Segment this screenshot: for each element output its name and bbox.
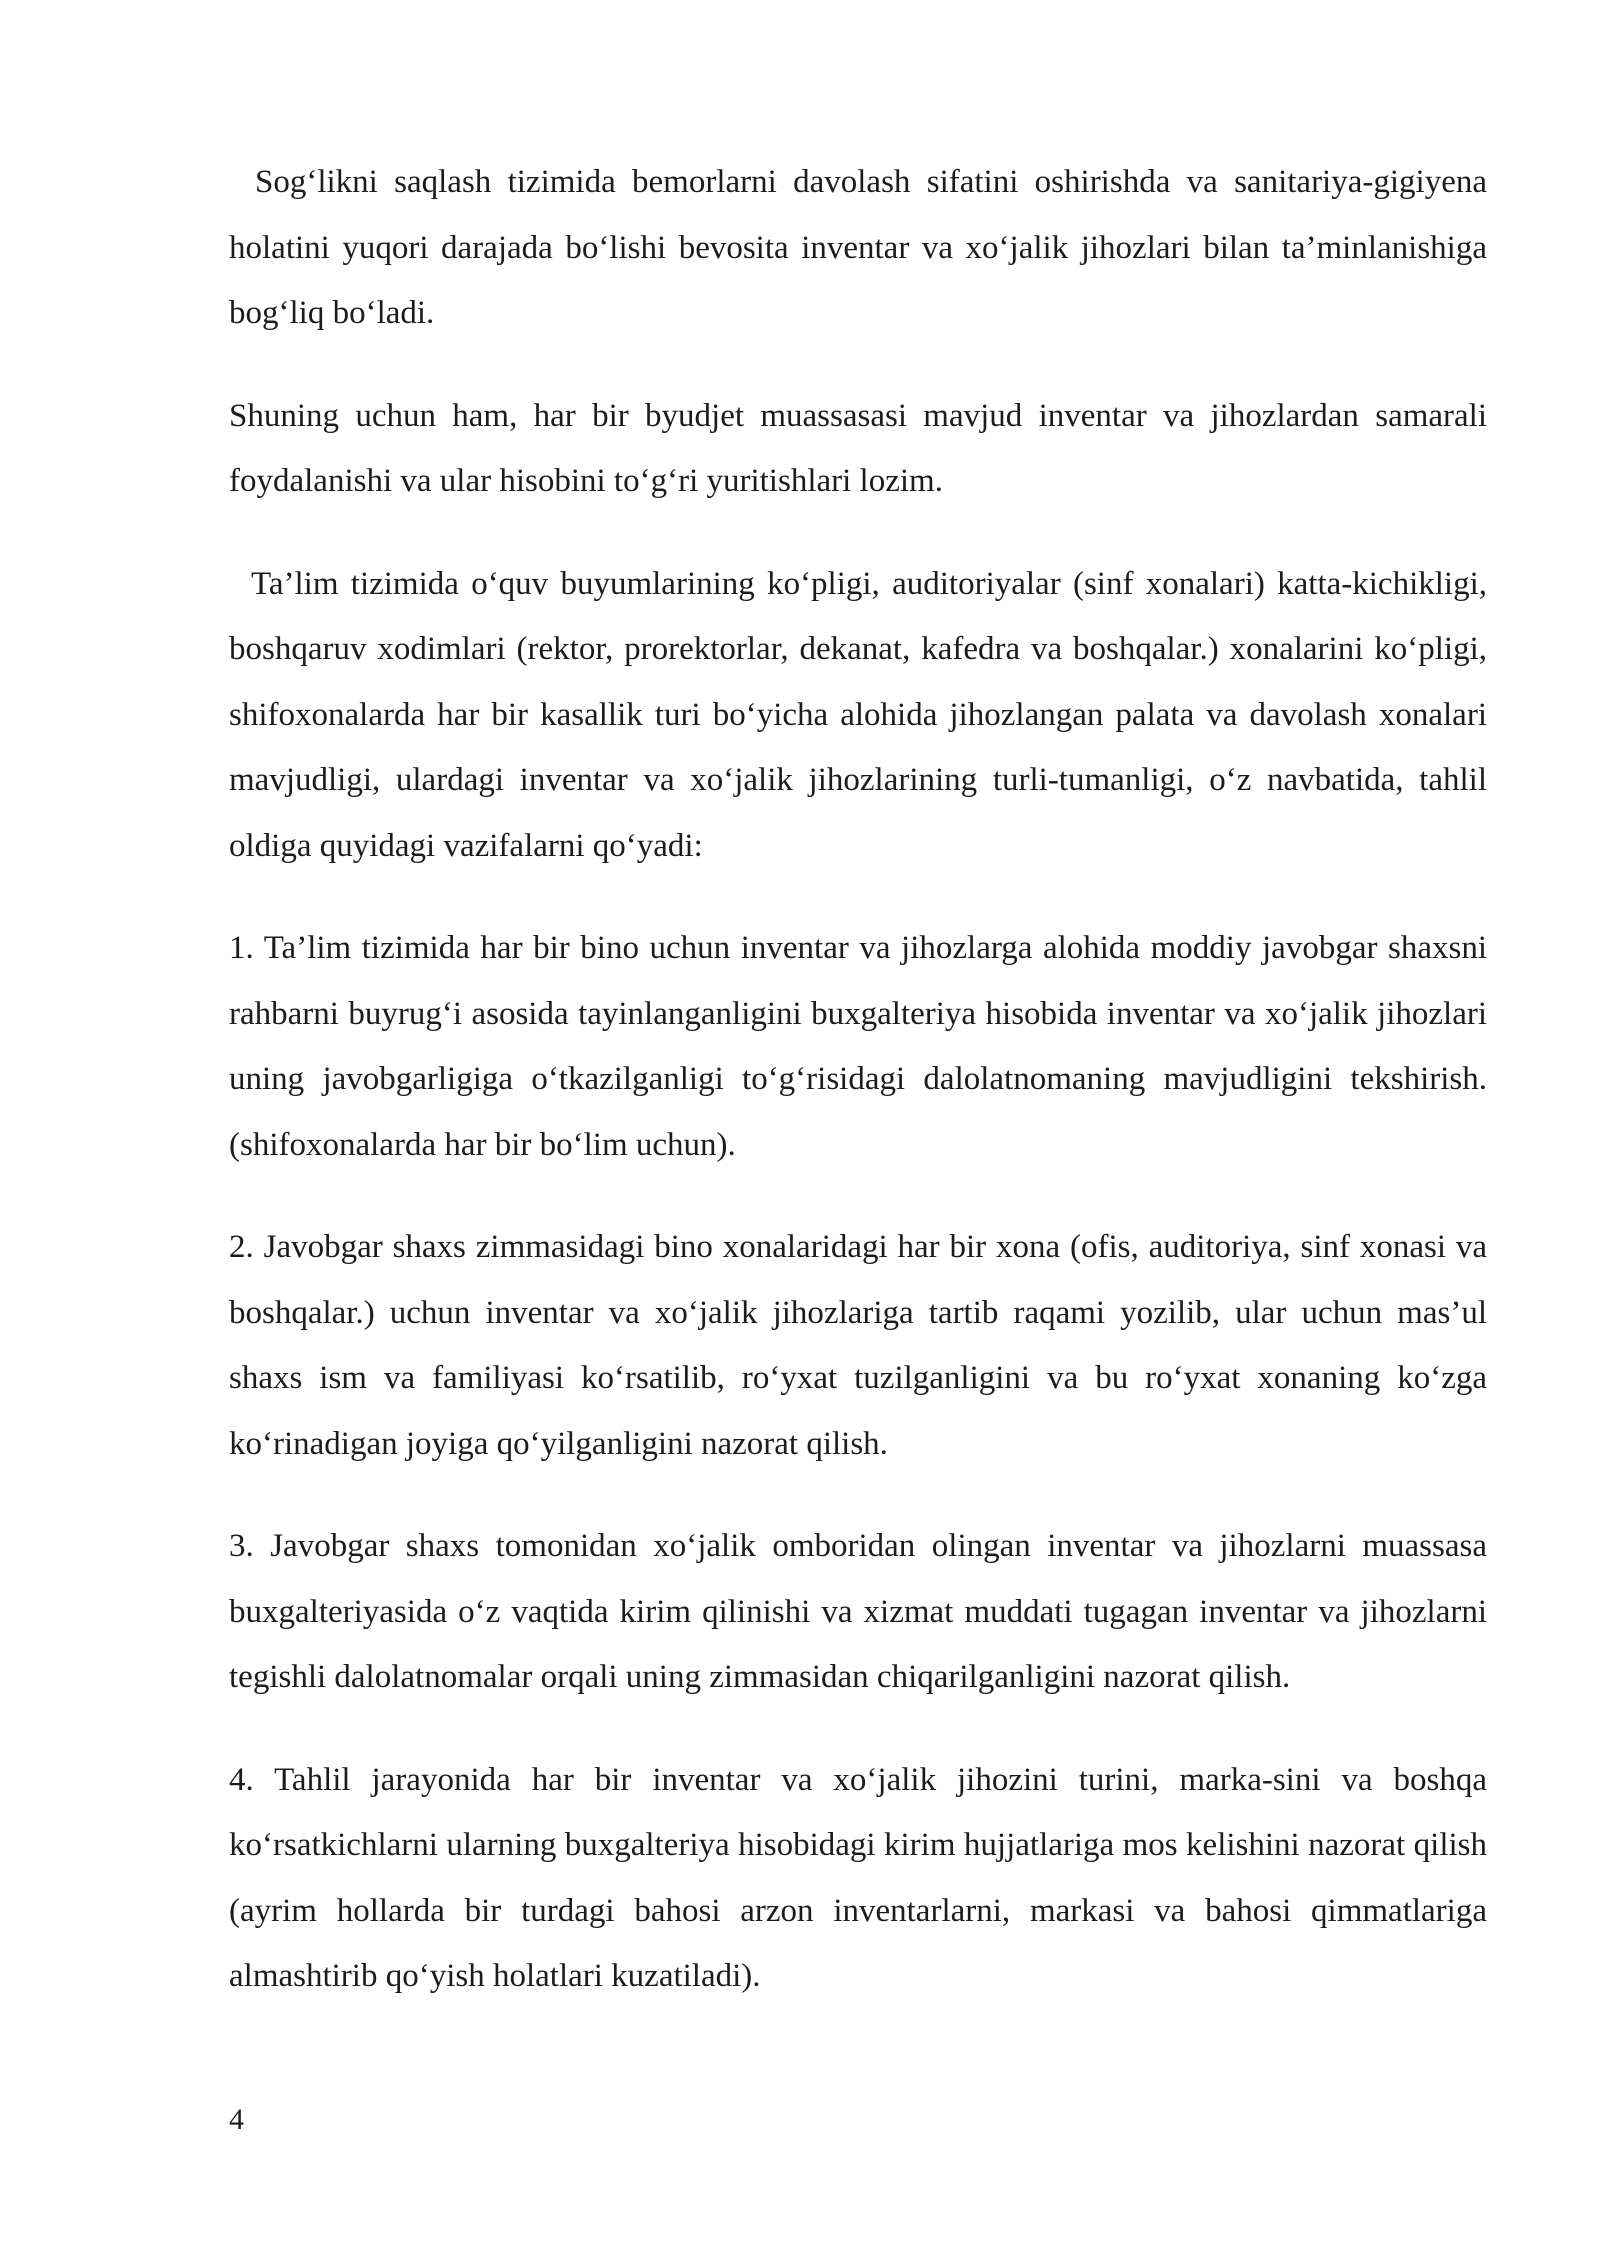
paragraph-intro: Sog‘likni saqlash tizimida bemorlarni davolash sifatini oshirishda va sanitariya-gigiyena holatini yuqori darajada bo‘lishi bevosita inventar va xo‘jalik jihozlari bilan ta’minlanishiga bog‘liq bo‘ladi. bbox=[229, 164, 1487, 331]
page-number: 4 bbox=[229, 2103, 244, 2136]
list-item-2: 2. Javobgar shaxs zimmasidagi bino xonalaridagi har bir xona (ofis, auditoriya, sinf xonasi va boshqalar.) uchun inventar va xo‘jalik jihozlariga tartib raqami yozilib, ular uchun mas’ul shaxs ism va familiyasi ko‘rsatilib, ro‘yxat tuzilganligini va bu ro‘yxat xonaning ko‘zga ko‘rinadigan joyiga qo‘yilganligini nazorat qilish. bbox=[229, 1229, 1487, 1462]
list-item-4: 4. Tahlil jarayonida har bir inventar va xo‘jalik jihozini turini, marka-sini va boshqa ko‘rsatkichlarni ularning buxgalteriya hisobidagi kirim hujjatlariga mos kelishini nazorat qilish (ayrim hollarda bir turdagi bahosi arzon inventarlarni, markasi va bahosi qimmatlariga almashtirib qo‘yish holatlari kuzatiladi). bbox=[229, 1761, 1487, 1994]
paragraph-budget-institutions: Shuning uchun ham, har bir byudjet muassasasi mavjud inventar va jihozlardan samarali foydalanishi va ular hisobini to‘g‘ri yuritishlari lozim. bbox=[229, 397, 1487, 499]
document-body bbox=[229, 150, 1487, 2047]
list-item-3: 3. Javobgar shaxs tomonidan xo‘jalik omboridan olingan inventar va jihozlarni muassasa buxgalteriyasida o‘z vaqtida kirim qilinishi va xizmat muddati tugagan inventar va jihozlarni tegishli dalolatnomalar orqali uning zimmasidan chiqarilganligini nazorat qilish. bbox=[229, 1528, 1487, 1695]
list-item-1: 1. Ta’lim tizimida har bir bino uchun inventar va jihozlarga alohida moddiy javobgar shaxsni rahbarni buyrug‘i asosida tayinlanganligini buxgalteriya hisobida inventar va xo‘jalik jihozlari uning javobgarligiga o‘tkazilganligi to‘g‘risidagi dalolatnomaning mavjudligini tekshirish. (shifoxonalarda har bir bo‘lim uchun). bbox=[229, 930, 1487, 1163]
paragraph-education-system: Ta’lim tizimida o‘quv buyumlarining ko‘pligi, auditoriyalar (sinf xonalari) katta-kichikligi, boshqaruv xodimlari (rektor, prorektorlar, dekanat, kafedra va boshqalar.) xonalarini ko‘pligi, shifoxonalarda har bir kasallik turi bo‘yicha alohida jihozlangan palata va davolash xonalari mavjudligi, ulardagi inventar va xo‘jalik jihozlarining turli-tumanligi, o‘z navbatida, tahlil oldiga quyidagi vazifalarni qo‘yadi: bbox=[229, 565, 1487, 864]
